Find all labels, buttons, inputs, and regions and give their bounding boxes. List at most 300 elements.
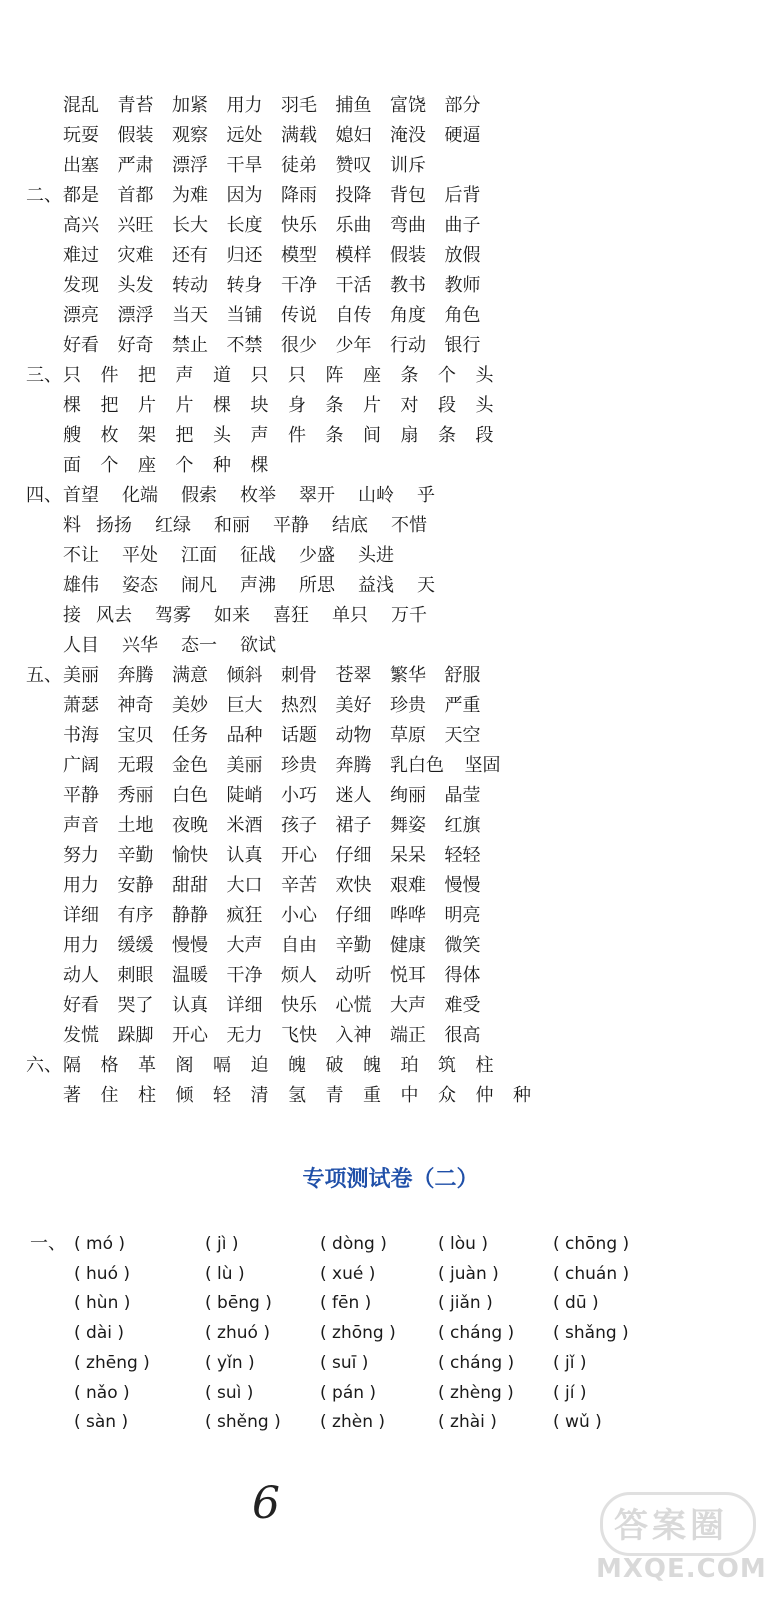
answer-word: 喜狂	[273, 605, 309, 626]
answer-word: 仔细	[335, 845, 372, 866]
answer-word: 快乐	[281, 995, 317, 1016]
answer-word: 玩耍	[63, 125, 99, 146]
answer-word: 青苔	[117, 95, 154, 116]
answer-word: 草原	[390, 725, 426, 746]
pinyin-answer: ( zhōng )	[320, 1323, 396, 1344]
answer-word: 雄伟	[63, 575, 99, 596]
answer-word: 满载	[281, 125, 317, 146]
answer-word: 动物	[335, 725, 372, 746]
answer-word: 众	[438, 1085, 456, 1106]
pinyin-answer: ( wǔ )	[553, 1412, 602, 1433]
answer-word: 富饶	[390, 95, 426, 116]
answer-word: 少年	[335, 335, 372, 356]
answer-word: 弯曲	[390, 215, 426, 236]
answer-word: 好看	[63, 995, 99, 1016]
answer-word: 烦人	[281, 965, 317, 986]
answer-word: 姿态	[122, 575, 158, 596]
answer-word: 件	[288, 425, 306, 446]
answer-word: 满意	[172, 665, 208, 686]
answer-word: 热烈	[281, 695, 317, 716]
answer-word: 辛勤	[335, 935, 372, 956]
answer-word: 段	[475, 425, 494, 446]
answer-word: 金色	[172, 755, 208, 776]
answer-word: 角度	[390, 305, 426, 326]
answer-word: 干活	[335, 275, 372, 296]
answer-word: 干旱	[226, 155, 263, 176]
answer-word: 行动	[390, 335, 426, 356]
answer-word: 美丽	[226, 755, 263, 776]
answer-word: 不让	[63, 545, 99, 566]
answer-word: 干净	[281, 275, 317, 296]
answer-word: 缓缓	[117, 935, 154, 956]
answer-word: 红绿	[155, 515, 191, 536]
pinyin-answer: ( lòu )	[438, 1234, 488, 1254]
answer-word: 著	[63, 1085, 81, 1106]
pinyin-answer: ( shěng )	[205, 1412, 281, 1433]
answer-word: 倾斜	[226, 665, 263, 686]
answer-word: 高兴	[63, 215, 99, 236]
answer-word: 只	[63, 365, 81, 386]
answer-word: 艘	[63, 425, 81, 446]
answer-word: 宝贝	[117, 725, 154, 746]
answer-word: 轻轻	[444, 845, 481, 866]
answer-word: 条	[438, 425, 456, 446]
pinyin-answer: ( huó )	[74, 1263, 131, 1284]
answer-word: 当天	[172, 305, 208, 326]
answer-word: 混乱	[63, 95, 99, 116]
answer-word: 发现	[63, 275, 99, 296]
watermark-text-en: MXQE.COM	[596, 1554, 767, 1584]
answer-word: 只	[288, 365, 306, 386]
answer-word: 晶莹	[444, 785, 481, 806]
pinyin-answer: ( zhuó )	[205, 1323, 270, 1344]
answer-word: 头	[213, 425, 231, 446]
answer-word: 假装	[117, 125, 154, 146]
answer-word: 话题	[281, 725, 317, 746]
answer-word: 银行	[444, 335, 481, 356]
answer-word: 自由	[281, 935, 317, 956]
answer-word: 慢慢	[444, 875, 481, 896]
pinyin-answer: ( dū )	[553, 1293, 599, 1314]
answer-word: 严重	[444, 695, 481, 716]
answer-word: 仔细	[335, 905, 372, 926]
answer-word: 条	[325, 425, 344, 446]
answer-word: 驾雾	[155, 605, 191, 626]
answer-word: 巨大	[226, 695, 263, 716]
answer-word: 当铺	[226, 305, 263, 326]
pinyin-answer: ( dòng )	[320, 1234, 387, 1254]
answer-word: 魄	[363, 1055, 381, 1076]
answer-word: 格	[100, 1055, 119, 1076]
answer-word: 小巧	[281, 785, 317, 806]
pinyin-answer: ( jì )	[205, 1234, 239, 1254]
answer-word: 教师	[444, 275, 481, 296]
answer-word: 种	[213, 455, 231, 476]
answer-word: 阁	[175, 1055, 194, 1076]
answer-word: 块	[250, 395, 269, 416]
answer-word: 放假	[444, 245, 481, 266]
pinyin-answer: ( cháng )	[438, 1352, 515, 1373]
answer-word: 首都	[117, 185, 154, 206]
answer-word: 不禁	[226, 335, 263, 356]
answer-word: 不惜	[391, 515, 427, 536]
answer-word: 头进	[358, 545, 394, 566]
answer-word: 架	[138, 425, 156, 446]
answer-word: 仲	[475, 1085, 494, 1106]
pinyin-answer: ( suī )	[320, 1352, 369, 1373]
answer-word: 益浅	[358, 575, 394, 596]
answer-word: 美妙	[172, 695, 208, 716]
answer-word: 阵	[325, 365, 344, 386]
section-marker: 三、	[26, 365, 62, 386]
answer-word: 好看	[63, 335, 99, 356]
answer-word: 捕鱼	[335, 95, 372, 116]
answer-word: 声音	[63, 815, 99, 836]
pinyin-answer: ( yǐn )	[205, 1352, 255, 1373]
answer-word: 假索	[181, 485, 217, 506]
answer-word: 繁华	[390, 665, 426, 686]
answer-word: 棵	[250, 455, 269, 476]
answer-word: 美丽	[63, 665, 99, 686]
pinyin-answer: ( jǐ )	[553, 1352, 587, 1373]
answer-word: 片	[363, 395, 381, 416]
answer-word: 努力	[63, 845, 99, 866]
answer-word: 详细	[63, 905, 99, 926]
answer-word: 背包	[390, 185, 426, 206]
answer-word: 条	[400, 365, 419, 386]
answer-word: 闹凡	[181, 575, 217, 596]
answer-word: 用力	[226, 95, 263, 116]
answer-word: 投降	[335, 185, 372, 206]
answer-word: 观察	[172, 125, 208, 146]
answer-word: 把	[175, 425, 194, 446]
answer-word: 柱	[475, 1055, 494, 1076]
answer-word: 舞姿	[390, 815, 426, 836]
answer-word: 刺眼	[117, 965, 154, 986]
answer-word: 角色	[444, 305, 481, 326]
answer-word: 疯狂	[226, 905, 263, 926]
answer-word: 翠开	[299, 485, 335, 506]
answer-word: 入神	[335, 1025, 372, 1046]
answer-word: 健康	[390, 935, 426, 956]
answer-word: 天	[417, 575, 435, 596]
answer-word: 美好	[335, 695, 372, 716]
answer-word: 平静	[63, 785, 99, 806]
section-marker: 五、	[26, 665, 62, 686]
answer-word: 开心	[281, 845, 317, 866]
answer-word: 萧瑟	[63, 695, 99, 716]
answer-word: 重	[363, 1085, 381, 1106]
answer-word: 传说	[281, 305, 317, 326]
answer-word: 乐曲	[335, 215, 372, 236]
answer-word: 辛苦	[281, 875, 317, 896]
answer-word: 兴旺	[117, 215, 154, 236]
pinyin-answer: ( jiǎn )	[438, 1293, 493, 1314]
answer-word: 用力	[63, 875, 99, 896]
answer-word: 舒服	[444, 665, 481, 686]
answer-word: 结底	[332, 515, 368, 536]
watermark-logo	[592, 1492, 768, 1592]
pinyin-marker: 一、	[30, 1233, 66, 1254]
pinyin-answer: ( chuán )	[553, 1263, 630, 1284]
answer-word: 开心	[172, 1025, 208, 1046]
answer-word: 端正	[390, 1025, 426, 1046]
answer-word: 所思	[299, 575, 335, 596]
answer-word: 转动	[172, 275, 208, 296]
pinyin-answer: ( nǎo )	[74, 1382, 130, 1403]
answer-word: 料	[63, 515, 81, 536]
answer-word: 快乐	[281, 215, 317, 236]
answer-word: 条	[325, 395, 344, 416]
answer-word: 土地	[117, 815, 154, 836]
answer-word: 欲试	[240, 635, 276, 656]
answer-word: 征战	[240, 545, 276, 566]
pinyin-answer: ( hùn )	[74, 1293, 131, 1314]
answer-word: 得体	[444, 965, 481, 986]
pinyin-answer: ( zhèng )	[438, 1382, 514, 1403]
answer-word: 陡峭	[226, 785, 263, 806]
pinyin-answer: ( bēng )	[205, 1293, 272, 1314]
pinyin-answer: ( zhài )	[438, 1412, 497, 1433]
answer-word: 坚固	[464, 755, 501, 776]
answer-word: 个	[438, 365, 456, 386]
answer-word: 动听	[335, 965, 372, 986]
answer-word: 发慌	[63, 1025, 99, 1046]
answer-word: 和丽	[214, 515, 250, 536]
answer-word: 远处	[226, 125, 263, 146]
answer-word: 模型	[281, 245, 317, 266]
section-marker: 四、	[26, 485, 62, 506]
answer-word: 声	[250, 425, 269, 446]
answer-word: 头	[475, 395, 494, 416]
pinyin-answer: ( dài )	[74, 1323, 125, 1344]
pinyin-answer: ( jí )	[553, 1382, 587, 1403]
answer-word: 枚	[100, 425, 119, 446]
answer-word: 接	[63, 605, 81, 626]
answer-word: 很少	[281, 335, 317, 356]
answer-word: 迫	[250, 1055, 269, 1076]
answer-word: 为难	[172, 185, 208, 206]
answer-word: 孩子	[281, 815, 317, 836]
answer-word: 小心	[281, 905, 317, 926]
answer-word: 面	[63, 455, 81, 476]
answer-word: 段	[438, 395, 456, 416]
answer-word: 件	[100, 365, 119, 386]
answer-word: 赞叹	[335, 155, 372, 176]
answer-word: 大口	[226, 875, 263, 896]
answer-word: 珍贵	[281, 755, 317, 776]
answer-word: 对	[400, 395, 419, 416]
answer-word: 奔腾	[117, 665, 154, 686]
pinyin-answer: ( shǎng )	[553, 1323, 629, 1344]
answer-word: 革	[138, 1055, 156, 1076]
answer-word: 筑	[438, 1055, 456, 1076]
answer-word: 间	[363, 425, 381, 446]
answer-word: 头发	[117, 275, 154, 296]
answer-word: 棵	[213, 395, 231, 416]
answer-word: 禁止	[172, 335, 208, 356]
pinyin-answer: ( xué )	[320, 1263, 376, 1284]
section-marker: 六、	[26, 1055, 62, 1076]
answer-word: 声	[175, 365, 194, 386]
pinyin-answer: ( chōng )	[553, 1234, 630, 1254]
answer-word: 有序	[117, 905, 154, 926]
answer-word: 认真	[172, 995, 208, 1016]
answer-word: 苍翠	[335, 665, 372, 686]
answer-word: 平静	[273, 515, 309, 536]
answer-word: 灾难	[117, 245, 154, 266]
answer-word: 严肃	[117, 155, 154, 176]
answer-word: 曲子	[444, 215, 481, 236]
answer-word: 难受	[444, 995, 481, 1016]
answer-word: 江面	[181, 545, 217, 566]
answer-word: 破	[325, 1055, 344, 1076]
answer-word: 道	[213, 365, 231, 386]
answer-word: 座	[138, 455, 156, 476]
answer-word: 少盛	[299, 545, 335, 566]
answer-word: 天空	[444, 725, 481, 746]
answer-word: 呆呆	[390, 845, 426, 866]
answer-word: 片	[138, 395, 156, 416]
answer-word: 如来	[214, 605, 250, 626]
answer-word: 硬逼	[444, 125, 481, 146]
answer-word: 氢	[288, 1085, 306, 1106]
answer-word: 棵	[63, 395, 81, 416]
answer-word: 珀	[400, 1055, 419, 1076]
section-marker: 二、	[26, 185, 62, 206]
answer-word: 干净	[226, 965, 263, 986]
answer-word: 好奇	[117, 335, 154, 356]
answer-word: 跺脚	[117, 1025, 154, 1046]
answer-word: 长大	[172, 215, 208, 236]
answer-word: 哭了	[117, 995, 154, 1016]
answer-word: 假装	[390, 245, 426, 266]
answer-word: 珍贵	[390, 695, 426, 716]
answer-word: 微笑	[444, 935, 481, 956]
answer-word: 轻	[213, 1085, 231, 1106]
answer-word: 态一	[181, 635, 217, 656]
answer-word: 漂亮	[63, 305, 99, 326]
answer-word: 归还	[226, 245, 263, 266]
answer-word: 清	[250, 1085, 269, 1106]
answer-word: 出塞	[63, 155, 99, 176]
answer-word: 刺骨	[281, 665, 317, 686]
answer-word: 漂浮	[172, 155, 208, 176]
answer-word: 绚丽	[390, 785, 426, 806]
answer-word: 把	[138, 365, 156, 386]
answer-word: 甜甜	[172, 875, 208, 896]
answer-word: 柱	[138, 1085, 156, 1106]
answer-word: 乳白色	[390, 755, 444, 776]
page-number: 6	[252, 1478, 280, 1529]
answer-word: 青	[325, 1085, 344, 1106]
answer-word: 裙子	[335, 815, 372, 836]
pinyin-answer: ( suì )	[205, 1382, 254, 1403]
answer-word: 书海	[63, 725, 99, 746]
answer-word: 风去	[96, 605, 132, 626]
answer-word: 白色	[172, 785, 208, 806]
watermark-text-cn: 答案圈	[614, 1506, 728, 1546]
answer-word: 万千	[391, 605, 427, 626]
answer-word: 个	[175, 455, 194, 476]
answer-word: 徒弟	[281, 155, 317, 176]
answer-word: 秀丽	[117, 785, 154, 806]
answer-word: 安静	[117, 875, 154, 896]
answer-word: 欢快	[335, 875, 372, 896]
answer-word: 淹没	[390, 125, 426, 146]
answer-word: 模样	[335, 245, 372, 266]
answer-word: 动人	[63, 965, 99, 986]
pinyin-answer: ( cháng )	[438, 1323, 515, 1344]
answer-word: 广阔	[63, 755, 99, 776]
answer-word: 艰难	[390, 875, 426, 896]
answer-word: 住	[100, 1085, 119, 1106]
answer-word: 扇	[400, 425, 419, 446]
answer-word: 山岭	[358, 485, 394, 506]
answer-word: 大声	[226, 935, 263, 956]
answer-word: 慢慢	[172, 935, 208, 956]
answer-word: 嗝	[213, 1055, 231, 1076]
pinyin-answer: ( zhēng )	[74, 1352, 150, 1373]
answer-word: 人目	[63, 635, 99, 656]
answer-word: 化端	[122, 485, 158, 506]
answer-word: 种	[513, 1085, 531, 1106]
answer-word: 媳妇	[335, 125, 372, 146]
pinyin-answer: ( pán )	[320, 1382, 377, 1403]
answer-word: 品种	[226, 725, 263, 746]
answer-word: 很高	[444, 1025, 481, 1046]
answer-word: 座	[363, 365, 381, 386]
answer-word: 把	[100, 395, 119, 416]
answer-word: 自传	[335, 305, 372, 326]
answer-word: 明亮	[444, 905, 481, 926]
answer-word: 个	[100, 455, 119, 476]
answer-word: 身	[288, 395, 306, 416]
answer-word: 大声	[390, 995, 426, 1016]
pinyin-answer: ( mó )	[74, 1234, 126, 1254]
answer-word: 愉快	[172, 845, 208, 866]
answer-word: 都是	[63, 185, 99, 206]
answer-word: 只	[250, 365, 269, 386]
answer-word: 加紧	[172, 95, 208, 116]
answer-word: 隔	[63, 1055, 81, 1076]
answer-word: 降雨	[281, 185, 317, 206]
pinyin-answer: ( lù )	[205, 1263, 245, 1284]
answer-word: 转身	[226, 275, 263, 296]
answer-word: 长度	[226, 215, 263, 236]
answer-word: 单只	[332, 605, 368, 626]
answer-word: 难过	[63, 245, 99, 266]
answer-word: 米酒	[226, 815, 263, 836]
answer-word: 辛勤	[117, 845, 154, 866]
answer-word: 后背	[444, 185, 481, 206]
answer-word: 乎	[417, 485, 435, 506]
answer-word: 迷人	[335, 785, 372, 806]
answer-word: 头	[475, 365, 494, 386]
answer-word: 倾	[175, 1085, 194, 1106]
answer-word: 无瑕	[117, 755, 154, 776]
answer-word: 片	[175, 395, 194, 416]
answer-word: 羽毛	[281, 95, 317, 116]
answer-word: 心慌	[335, 995, 372, 1016]
answer-word: 温暖	[172, 965, 208, 986]
answer-word: 悦耳	[390, 965, 426, 986]
answer-word: 声沸	[240, 575, 276, 596]
answer-word: 静静	[172, 905, 208, 926]
answer-word: 部分	[444, 95, 481, 116]
answer-word: 红旗	[444, 815, 481, 836]
section-title: 专项测试卷（二）	[302, 1167, 479, 1192]
